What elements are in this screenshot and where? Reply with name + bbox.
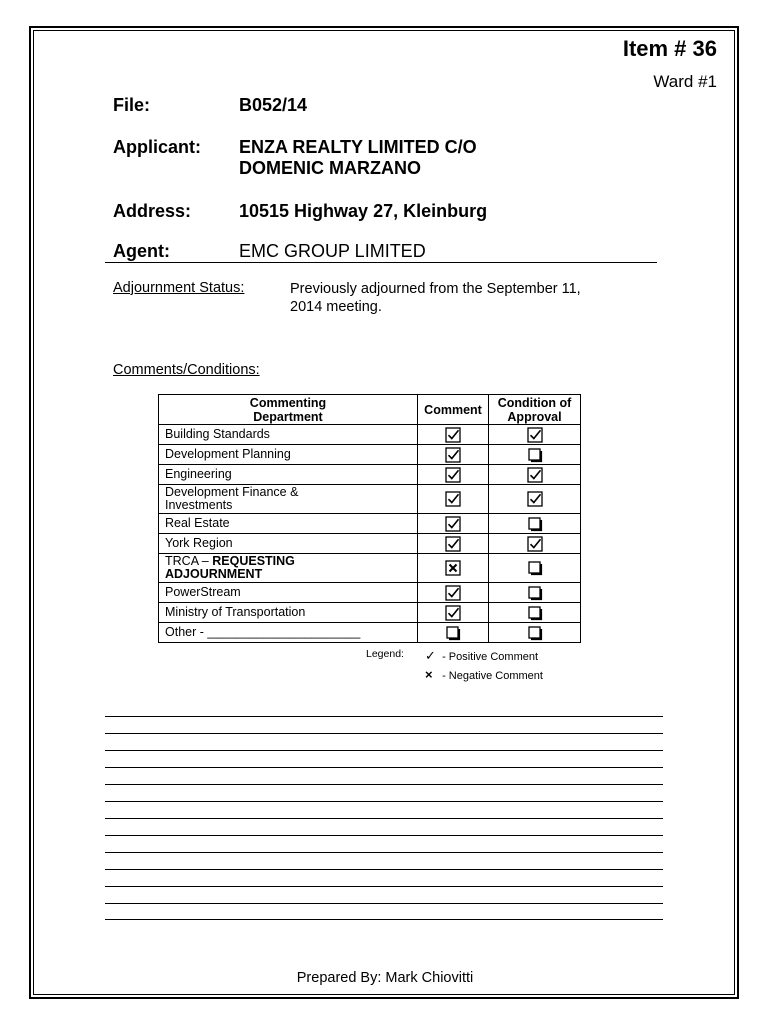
agent-divider <box>105 262 657 263</box>
comment-cell <box>418 534 489 554</box>
table-row <box>159 514 581 534</box>
notes-line <box>105 716 663 717</box>
header-comment: Comment <box>418 395 489 425</box>
department-name: Building Standards <box>159 425 418 445</box>
condition-cell <box>489 583 581 603</box>
adjournment-line-2: 2014 meeting. <box>290 299 382 315</box>
comment-cell <box>418 425 489 445</box>
table-header-row <box>159 395 581 425</box>
address-value: 10515 Highway 27, Kleinburg <box>239 201 488 221</box>
department-line-2: Investments <box>165 498 233 512</box>
checkbox-icon <box>527 560 543 576</box>
header-cond-line-2: Approval <box>507 409 562 424</box>
agent-label: Agent: <box>113 241 170 261</box>
department-line-2 <box>165 568 411 581</box>
checkbox-icon <box>445 447 461 463</box>
table-row <box>159 534 581 554</box>
header-commenting-department <box>159 395 418 425</box>
applicant-label: Applicant: <box>113 137 201 157</box>
checkbox-icon <box>445 516 461 532</box>
header-condition-of-approval <box>489 395 581 425</box>
table-row <box>159 603 581 623</box>
notes-line <box>105 835 663 836</box>
adjournment-status-value <box>290 280 670 316</box>
checkbox-icon <box>445 536 461 552</box>
applicant-line-2: DOMENIC MARZANO <box>239 158 421 178</box>
checkbox-icon <box>445 491 461 507</box>
notes-line <box>105 733 663 734</box>
checkbox-icon <box>445 625 461 641</box>
checkbox-icon <box>445 605 461 621</box>
table-row <box>159 583 581 603</box>
comment-cell <box>418 445 489 465</box>
condition-cell <box>489 425 581 445</box>
address-label: Address: <box>113 201 192 221</box>
adjournment-status-label: Adjournment Status: <box>113 280 245 296</box>
notes-line <box>105 784 663 785</box>
notes-line <box>105 801 663 802</box>
checkbox-icon <box>527 491 543 507</box>
condition-cell <box>489 603 581 623</box>
notes-line <box>105 818 663 819</box>
notes-line <box>105 886 663 887</box>
department-prefix: TRCA – <box>165 554 213 568</box>
checkbox-icon <box>527 516 543 532</box>
checkbox-icon <box>527 605 543 621</box>
applicant-line-1: ENZA REALTY LIMITED C/O <box>239 137 477 157</box>
table-row <box>159 445 581 465</box>
notes-line <box>105 852 663 853</box>
department-note-2: ADJOURNMENT <box>165 567 263 581</box>
notes-line <box>105 919 663 920</box>
condition-cell <box>489 534 581 554</box>
department-note-1: REQUESTING <box>212 554 295 568</box>
checkbox-icon <box>527 467 543 483</box>
check-icon: ✓ <box>425 648 436 663</box>
file-value: B052/14 <box>239 95 308 115</box>
department-line-1: Development Finance & <box>165 485 299 499</box>
checkbox-icon <box>527 625 543 641</box>
department-name: Development Planning <box>159 445 418 465</box>
checkbox-icon <box>527 585 543 601</box>
condition-cell <box>489 445 581 465</box>
checkbox-icon <box>527 447 543 463</box>
legend-label: Legend: <box>366 648 404 660</box>
conditions-table <box>158 394 581 643</box>
notes-line <box>105 750 663 751</box>
comment-cell <box>418 465 489 485</box>
department-name: PowerStream <box>159 583 418 603</box>
file-label: File: <box>113 95 151 115</box>
comment-cell <box>418 583 489 603</box>
item-number: Item # 36 <box>622 36 717 61</box>
table-row <box>159 623 581 643</box>
condition-cell <box>489 485 581 514</box>
comment-cell <box>418 623 489 643</box>
condition-cell <box>489 623 581 643</box>
notes-line <box>105 869 663 870</box>
condition-cell <box>489 554 581 583</box>
department-name: York Region <box>159 534 418 554</box>
legend-negative-text: - Negative Comment <box>442 670 543 682</box>
comment-cell <box>418 514 489 534</box>
checkbox-icon <box>527 427 543 443</box>
comment-cell <box>418 485 489 514</box>
header-dept-line-2: Department <box>253 409 323 424</box>
checkbox-icon <box>445 427 461 443</box>
prepared-by: Prepared By: Mark Chiovitti <box>296 970 474 986</box>
agent-value: EMC GROUP LIMITED <box>239 241 426 261</box>
checkbox-icon <box>445 467 461 483</box>
legend-positive-text: - Positive Comment <box>442 651 539 663</box>
checkbox-icon <box>445 585 461 601</box>
notes-line <box>105 767 663 768</box>
legend-negative <box>425 667 543 682</box>
table-row <box>159 465 581 485</box>
department-name <box>159 554 418 583</box>
department-name: Other - ______________________ <box>159 623 418 643</box>
table-row <box>159 485 581 514</box>
legend-positive <box>425 648 538 664</box>
ward: Ward #1 <box>653 72 717 91</box>
notes-line <box>105 903 663 904</box>
condition-cell <box>489 465 581 485</box>
table-row <box>159 425 581 445</box>
department-name: Real Estate <box>159 514 418 534</box>
department-name <box>159 485 418 514</box>
header-dept-line-1: Commenting <box>249 395 327 410</box>
comment-cell <box>418 554 489 583</box>
checkbox-icon <box>445 560 461 576</box>
header-cond-line-1: Condition of <box>497 395 572 410</box>
comment-cell <box>418 603 489 623</box>
comments-conditions-label: Comments/Conditions: <box>113 362 260 378</box>
cross-icon: × <box>425 667 433 682</box>
adjournment-line-1: Previously adjourned from the September 11, <box>290 281 581 297</box>
department-name: Ministry of Transportation <box>159 603 418 623</box>
table-row <box>159 554 581 583</box>
condition-cell <box>489 514 581 534</box>
applicant-value <box>239 137 477 179</box>
checkbox-icon <box>527 536 543 552</box>
department-name: Engineering <box>159 465 418 485</box>
